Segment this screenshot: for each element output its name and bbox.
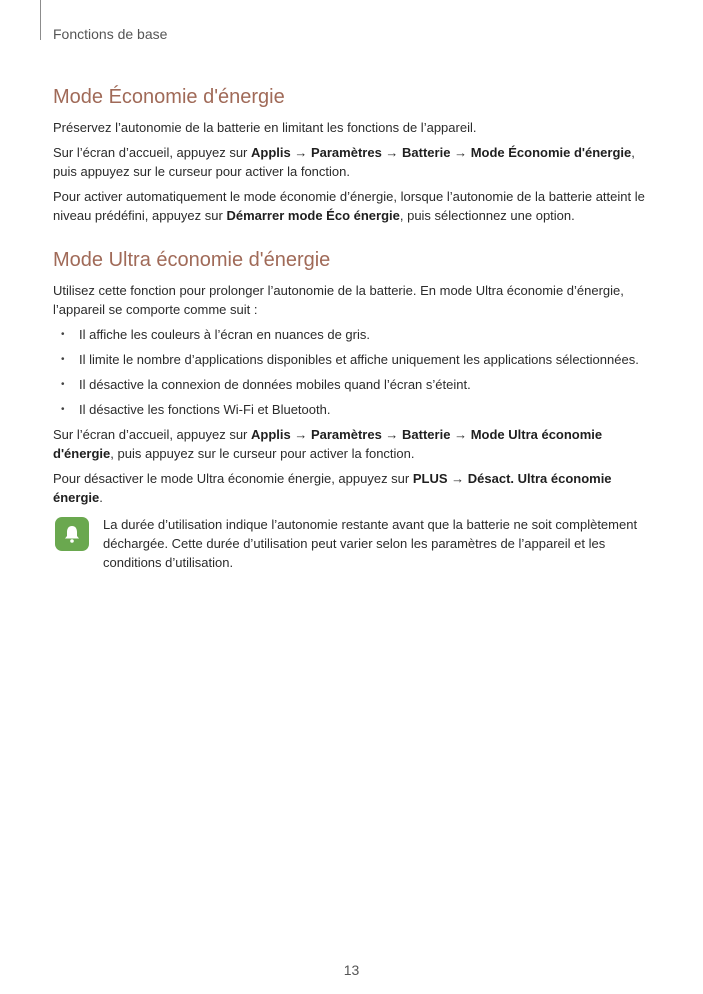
menu-path-settings: Paramètres xyxy=(310,427,382,442)
arrow: → xyxy=(290,145,311,160)
page-number: 13 xyxy=(343,962,360,978)
bell-icon xyxy=(55,517,89,551)
menu-path-power-saving: Mode Économie d'énergie xyxy=(470,145,632,160)
text-fragment: Pour désactiver le mode Ultra économie énergie, appuyez sur xyxy=(53,471,413,486)
menu-path-more: PLUS xyxy=(412,471,448,486)
text-fragment: , puis appuyez sur le curseur pour activer la fonction. xyxy=(110,446,415,461)
text-fragment: Sur l’écran d’accueil, appuyez sur xyxy=(53,427,251,442)
list-item: • Il désactive les fonctions Wi-Fi et Bluetooth. xyxy=(53,400,658,419)
paragraph-deactivate xyxy=(53,469,658,507)
text-fragment: Sur l’écran d’accueil, appuyez sur xyxy=(53,145,251,160)
menu-path-apps: Applis xyxy=(251,145,291,160)
page-content xyxy=(53,84,658,572)
paragraph-auto-activate xyxy=(53,187,658,225)
menu-path-start-mode: Démarrer mode Éco énergie xyxy=(226,208,400,223)
paragraph-instructions xyxy=(53,143,658,181)
list-item: • Il limite le nombre d’applications disponibles et affiche uniquement les applications sélectionnées. xyxy=(53,350,658,369)
list-item: • Il affiche les couleurs à l’écran en nuances de gris. xyxy=(53,325,658,344)
list-item: • Il désactive la connexion de données mobiles quand l’écran s’éteint. xyxy=(53,375,658,394)
arrow: → xyxy=(450,427,471,442)
menu-path-settings: Paramètres xyxy=(310,145,382,160)
section-header: Fonctions de base xyxy=(53,26,168,42)
arrow: → xyxy=(381,145,403,160)
section-ultra-power-saving xyxy=(53,247,658,572)
menu-path-battery: Batterie xyxy=(402,427,451,442)
arrow: → xyxy=(447,471,468,486)
note-text: La durée d’utilisation indique l’autonomie restante avant que la batterie ne soit complètement déchargée. Cette durée d’utilisation peut varier selon les paramètres de l’appareil et les conditions d’utilisation. xyxy=(103,517,638,570)
menu-path-battery: Batterie xyxy=(402,145,451,160)
arrow: → xyxy=(450,145,471,160)
section-title-ultra-power-saving: Mode Ultra économie d'énergie xyxy=(53,249,331,271)
note-box xyxy=(53,515,658,572)
header-rule xyxy=(40,0,41,40)
menu-path-ultra-power-saving: Mode Ultra économie d'énergie xyxy=(53,427,603,461)
menu-path-deactivate: Désact. Ultra économie énergie xyxy=(53,471,612,505)
arrow: → xyxy=(290,427,311,442)
section-title-power-saving: Mode Économie d'énergie xyxy=(53,86,285,108)
text-fragment: Pour activer automatiquement le mode économie d’énergie, lorsque l’autonomie de la batterie atteint le niveau prédéfini, appuyez sur xyxy=(53,189,645,223)
arrow: → xyxy=(381,427,403,442)
text-fragment: , puis appuyez sur le curseur pour activer la fonction. xyxy=(53,145,635,179)
paragraph-intro: Préservez l’autonomie de la batterie en limitant les fonctions de l’appareil. xyxy=(53,120,477,135)
paragraph-instructions xyxy=(53,425,658,463)
paragraph-intro: Utilisez cette fonction pour prolonger l’autonomie de la batterie. En mode Ultra économie d’énergie, l’appareil se comporte comme suit : xyxy=(53,283,624,317)
text-fragment: , puis sélectionnez une option. xyxy=(399,208,575,223)
menu-path-apps: Applis xyxy=(251,427,291,442)
feature-list xyxy=(53,325,658,419)
text-fragment: . xyxy=(99,490,103,505)
